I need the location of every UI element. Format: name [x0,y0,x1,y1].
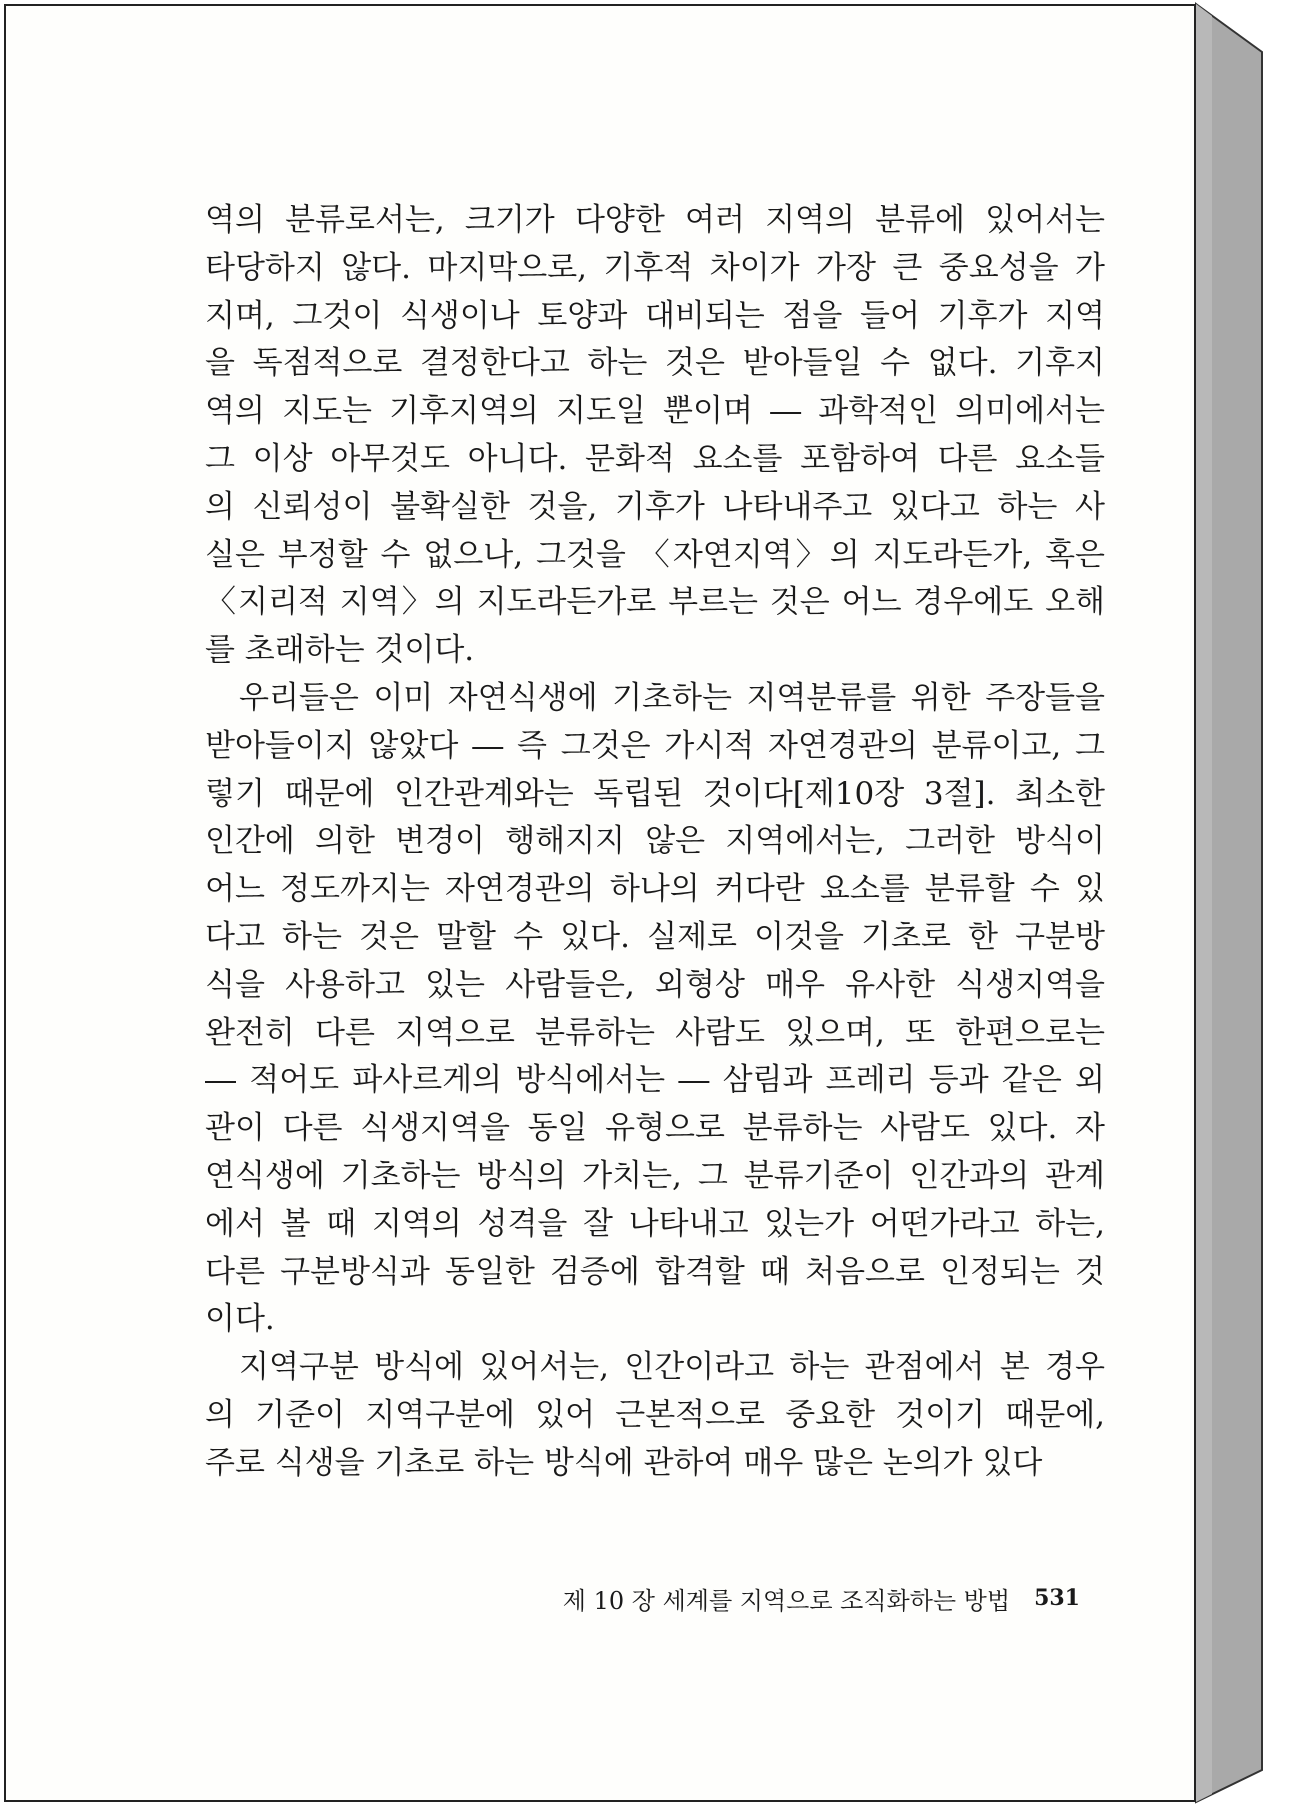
text-line: 타당하지 않다. 마지막으로, 기후적 차이가 가장 큰 중요성을 가 [205,249,1105,286]
text-line: 우리들은 이미 자연식생에 기초하는 지역분류를 위한 주장들을 [239,679,1105,716]
text-line: 그 이상 아무것도 아니다. 문화적 요소를 포함하여 다른 요소들 [205,440,1105,477]
text-line: 를 초래하는 것이다. [205,632,475,669]
text-line: 인간에 의한 변경이 행해지지 않은 지역에서는, 그러한 방식이 [205,823,1105,860]
text-line: 완전히 다른 지역으로 분류하는 사람도 있으며, 또 한편으로는 [205,1014,1105,1051]
text-line: 어느 정도까지는 자연경관의 하나의 커다란 요소를 분류할 수 있 [205,871,1105,908]
text-line: 실은 부정할 수 없으나, 그것을 〈자연지역〉의 지도라든가, 혹은 [205,536,1105,573]
text-line: 〈지리적 지역〉의 지도라든가로 부르는 것은 어느 경우에도 오해 [205,584,1105,621]
text-line: 지며, 그것이 식생이나 토양과 대비되는 점을 들어 기후가 지역 [205,297,1105,334]
text-line: 받아들이지 않았다 ― 즉 그것은 가시적 자연경관의 분류이고, 그 [205,727,1105,764]
text-line: 역의 지도는 기후지역의 지도일 뿐이며 ― 과학적인 의미에서는 [205,393,1105,430]
text-line: 의 신뢰성이 불확실한 것을, 기후가 나타내주고 있다고 하는 사 [205,488,1105,525]
text-line: 다고 하는 것은 말할 수 있다. 실제로 이것을 기초로 한 구분방 [205,918,1105,955]
text-line: ― 적어도 파사르게의 방식에서는 ― 삼림과 프레리 등과 같은 외 [205,1062,1105,1099]
text-line: 관이 다른 식생지역을 동일 유형으로 분류하는 사람도 있다. 자 [205,1110,1105,1147]
text-line: 렇기 때문에 인간관계와는 독립된 것이다[제10장 3절]. 최소한 [205,775,1105,812]
text-line: 역의 분류로서는, 크기가 다양한 여러 지역의 분류에 있어서는 [205,202,1105,238]
page-footer [510,1578,1080,1618]
text-line: 의 기준이 지역구분에 있어 근본적으로 중요한 것이기 때문에, [205,1396,1105,1433]
text-line: 을 독점적으로 결정한다고 하는 것은 받아들일 수 없다. 기후지 [205,345,1105,382]
paragraph [205,1344,1105,1487]
text-line: 다른 구분방식과 동일한 검증에 합격할 때 처음으로 인정되는 것 [205,1253,1105,1290]
text-line: 에서 볼 때 지역의 성격을 잘 나타내고 있는가 어떤가라고 하는, [205,1205,1105,1242]
text-line: 주로 식생을 기초로 하는 방식에 관하여 매우 많은 논의가 있다 [205,1444,1043,1481]
text-line: 이다. [205,1301,275,1338]
text-line: 식을 사용하고 있는 사람들은, 외형상 매우 유사한 식생지역을 [205,966,1105,1003]
body-text [205,197,1105,1488]
running-chapter-title: 제 10 장 세계를 지역으로 조직화하는 방법 [562,1586,1011,1615]
text-line: 연식생에 기초하는 방식의 가치는, 그 분류기준이 인간과의 관계 [205,1157,1105,1194]
paragraph [205,197,1105,675]
text-line: 지역구분 방식에 있어서는, 인간이라고 하는 관점에서 본 경우 [239,1349,1105,1386]
paragraph [205,675,1105,1344]
page-number: 531 [1034,1585,1080,1611]
